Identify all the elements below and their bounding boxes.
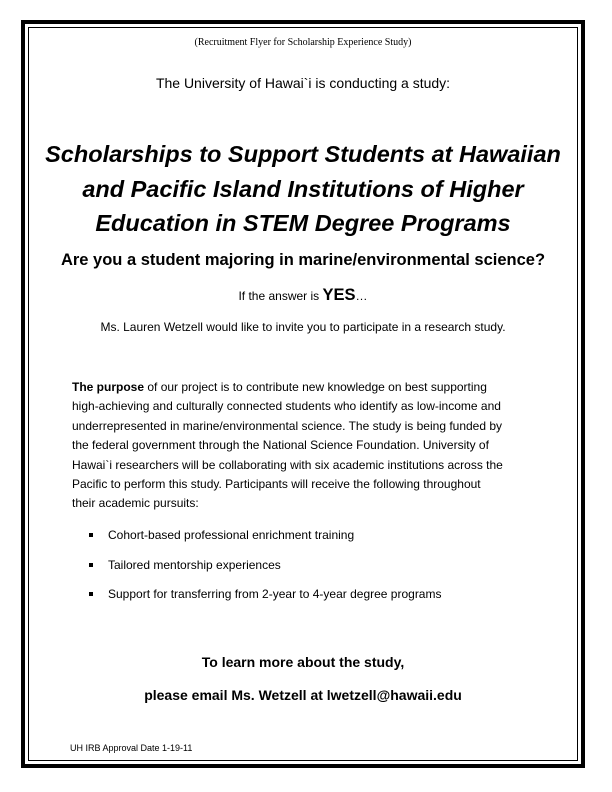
purpose-lead: The purpose xyxy=(72,380,145,394)
purpose-line: the federal government through the National Science Foundation. University of xyxy=(72,438,489,453)
flyer-title xyxy=(28,137,578,241)
benefit-item xyxy=(88,526,441,556)
benefit-text: Cohort-based professional enrichment training xyxy=(108,528,355,542)
flyer-title-line: and Pacific Island Institutions of Higher xyxy=(82,175,524,202)
purpose-line: Hawai`i researchers will be collaborating with six academic institutions across the xyxy=(72,457,503,472)
flyer-tag: (Recruitment Flyer for Scholarship Experience Study) xyxy=(194,37,412,48)
benefit-item xyxy=(88,556,441,586)
invitation-line: Ms. Lauren Wetzell would like to invite you to participate in a research study. xyxy=(100,320,506,334)
square-bullet-icon xyxy=(89,533,93,537)
purpose-line: their academic pursuits: xyxy=(72,496,199,511)
flyer-title-line: Scholarships to Support Students at Hawaiian xyxy=(45,141,561,167)
purpose-line: underrepresented in marine/environmental science. The study is being funded by xyxy=(72,418,503,433)
purpose-first-line-rest: of our project is to contribute new knowledge on best supporting xyxy=(144,380,487,394)
contact-line: To learn more about the study, xyxy=(201,654,405,670)
intro-line: The University of Hawai`i is conducting a study: xyxy=(155,75,451,91)
benefit-text: Tailored mentorship experiences xyxy=(108,557,281,572)
square-bullet-icon xyxy=(89,563,93,567)
irb-approval-note: UH IRB Approval Date 1-19-11 xyxy=(70,743,193,753)
purpose-line xyxy=(72,378,552,397)
answer-yes: YES xyxy=(322,286,356,304)
benefit-text: Support for transferring from 2-year to 4-year degree programs xyxy=(108,587,442,601)
purpose-line: high-achieving and culturally connected students who identify as low-income and xyxy=(72,399,501,414)
answer-suffix: … xyxy=(355,289,368,303)
eligibility-question: Are you a student majoring in marine/environmental science? xyxy=(60,251,546,269)
square-bullet-icon xyxy=(89,592,93,596)
contact-info xyxy=(28,646,578,712)
flyer-title-line: Education in STEM Degree Programs xyxy=(95,210,511,236)
benefit-item xyxy=(88,585,441,615)
purpose-paragraph xyxy=(72,378,552,514)
purpose-line: Pacific to perform this study. Participants will receive the following throughout xyxy=(72,477,481,492)
benefits-list xyxy=(88,526,441,615)
answer-prefix: If the answer is xyxy=(238,289,323,303)
contact-email-line: please email Ms. Wetzell at lwetzell@hawaii.edu xyxy=(144,687,462,703)
answer-line xyxy=(28,284,578,307)
